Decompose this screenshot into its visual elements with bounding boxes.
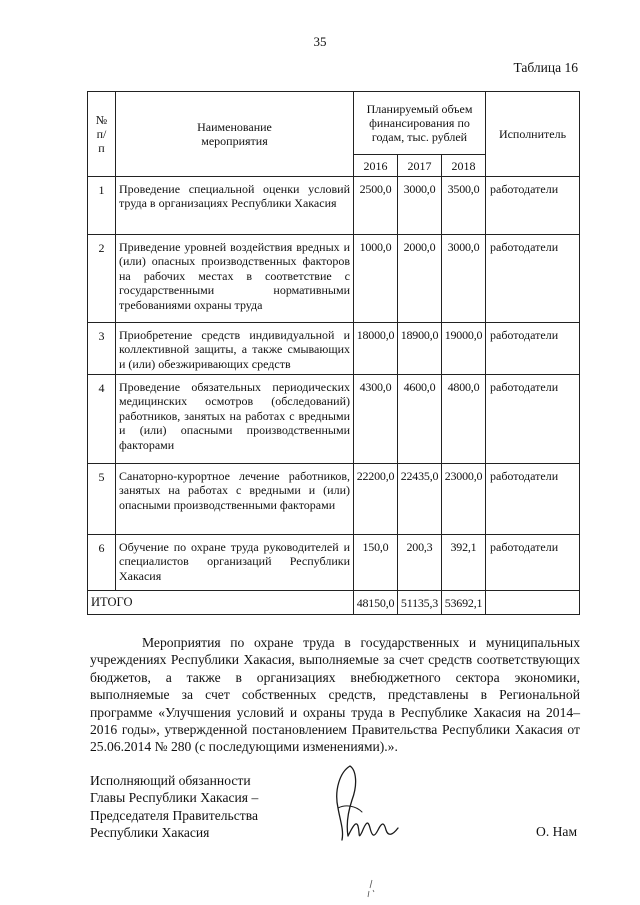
table-row — [88, 235, 580, 323]
row-name: Проведение специальной оценки условий труда в организациях Республики Хакасия — [116, 177, 354, 235]
row-value-2018: 3500,0 — [442, 177, 486, 235]
handwritten-signature — [322, 760, 402, 850]
row-value-2016: 22200,0 — [354, 464, 398, 535]
body-paragraph: Мероприятия по охране труда в государственных и муниципальных учреждениях Республики Хакасия, выполняемые за счет средств соответствующих бюджетов, а также в организациях внебюджетного сектора экономики, выполняемые за счет собственных средств, представлены в Региональной программе «Улучшения условий и охраны труда в Республике Хакасия на 2014–2016 годы», утвержденной постановлением Правительства Республики Хакасия от 25.06.2014 № 280 (с последующими изменениями).». — [90, 635, 580, 755]
table-label: Таблица 16 — [513, 60, 578, 75]
signer-line-2: Главы Республики Хакасия – — [90, 790, 259, 806]
table-row — [88, 177, 580, 235]
total-executor-empty — [486, 591, 580, 615]
funding-table — [87, 91, 580, 615]
row-executor: работодатели — [486, 235, 580, 323]
row-value-2016: 2500,0 — [354, 177, 398, 235]
signer-line-3: Председателя Правительства — [90, 807, 258, 823]
row-value-2018: 19000,0 — [442, 323, 486, 375]
signer-line-4: Республики Хакасия — [90, 825, 210, 841]
scan-mark — [364, 878, 378, 900]
total-row — [88, 591, 580, 615]
row-value-2017: 2000,0 — [398, 235, 442, 323]
table-row — [88, 323, 580, 375]
row-num: 5 — [88, 464, 116, 535]
row-name: Проведение обязательных периодических медицинских осмотров (обследований) работников, занятых на работах с вредными и (или) опасными производственными факторами — [116, 375, 354, 464]
header-year-2016: 2016 — [354, 155, 398, 177]
header-year-2018: 2018 — [442, 155, 486, 177]
row-executor: работодатели — [486, 323, 580, 375]
table-row — [88, 535, 580, 591]
signer-block — [90, 772, 258, 842]
signer-name: О. Нам — [536, 824, 578, 839]
row-executor: работодатели — [486, 464, 580, 535]
row-name: Приобретение средств индивидуальной и коллективной защиты, а также смывающих и (или) обезжиривающих средств — [116, 323, 354, 375]
row-executor: работодатели — [486, 177, 580, 235]
header-year-2017: 2017 — [398, 155, 442, 177]
row-name: Приведение уровней воздействия вредных и (или) опасных производственных факторов на рабочих местах в соответствие с государственными нормативными требованиями охраны труда — [116, 235, 354, 323]
row-name: Санаторно-курортное лечение работников, занятых на работах с вредными и (или) опасными производственными факторами — [116, 464, 354, 535]
header-executor: Исполнитель — [486, 92, 580, 177]
page-number: 35 — [313, 34, 327, 49]
header-funding: Планируемый объем финансирования по годам, тыс. рублей — [354, 92, 486, 155]
row-value-2017: 22435,0 — [398, 464, 442, 535]
row-value-2016: 150,0 — [354, 535, 398, 591]
row-value-2016: 4300,0 — [354, 375, 398, 464]
row-num: 4 — [88, 375, 116, 464]
row-value-2018: 3000,0 — [442, 235, 486, 323]
row-num: 1 — [88, 177, 116, 235]
header-name: Наименование мероприятия — [116, 92, 354, 177]
total-value-2017: 51135,3 — [398, 591, 442, 615]
row-num: 3 — [88, 323, 116, 375]
header-num: № п/п — [88, 92, 116, 177]
row-value-2017: 3000,0 — [398, 177, 442, 235]
total-label: ИТОГО — [88, 591, 354, 615]
total-value-2018: 53692,1 — [442, 591, 486, 615]
row-executor: работодатели — [486, 375, 580, 464]
row-value-2018: 4800,0 — [442, 375, 486, 464]
table-row — [88, 464, 580, 535]
row-value-2018: 23000,0 — [442, 464, 486, 535]
row-value-2016: 18000,0 — [354, 323, 398, 375]
row-value-2018: 392,1 — [442, 535, 486, 591]
row-name: Обучение по охране труда руководителей и специалистов организаций Республики Хакасия — [116, 535, 354, 591]
signer-line-1: Исполняющий обязанности — [90, 773, 251, 788]
row-value-2017: 18900,0 — [398, 323, 442, 375]
row-value-2017: 4600,0 — [398, 375, 442, 464]
row-value-2016: 1000,0 — [354, 235, 398, 323]
row-executor: работодатели — [486, 535, 580, 591]
row-num: 2 — [88, 235, 116, 323]
total-value-2016: 48150,0 — [354, 591, 398, 615]
row-value-2017: 200,3 — [398, 535, 442, 591]
row-num: 6 — [88, 535, 116, 591]
table-row — [88, 375, 580, 464]
